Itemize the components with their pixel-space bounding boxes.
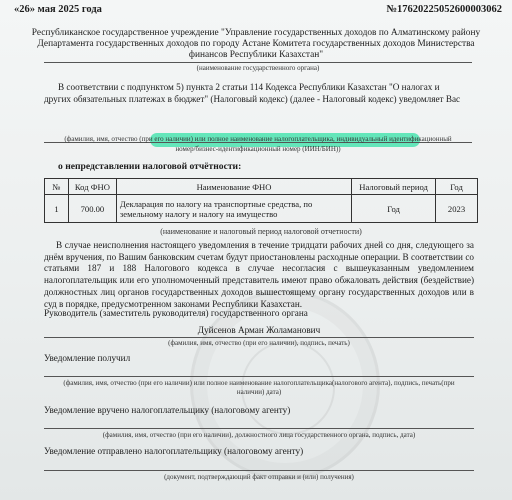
fno-table [44, 178, 478, 223]
cell-name: Декларация по налогу на транспортные средства, по земельному налогу и налогу на имущество [116, 195, 351, 223]
sent-underline [44, 470, 474, 471]
handed-caption: (фамилия, имя, отчество (при его наличии), должностного лица государственного органа, подпись, дата) [102, 431, 416, 439]
warning-paragraph: В случае неисполнения настоящего уведомления в течение тридцати рабочих дней со дня, следующего за днём вручения, по Вашим банковским счетам будут приостановлены расходные операции. В соответствии со статьями 187 и 188 Налогового кодекса в случае несогласия с вышеуказанным уведомлением налогоплательщик или его уполномоченный представитель имеют право обжаловать действия (бездействие) должностных лиц органов государственных доходов вышестоящему органу государственных доходов или в суд в порядке, предусмотренном законами Республики Казахстан. [44, 240, 474, 309]
table-header-row [45, 179, 478, 195]
intro-line-2: других обязательных платежах в бюджет" (Налоговый кодекс) (далее - Налоговый кодекс) уведомляет Вас [44, 94, 461, 104]
head-label: Руководитель (заместитель руководителя) государственного органа [44, 308, 308, 318]
taxpayer-caption-2: номер/бизнес-идентификационный номер (ИИН/БИН)) [175, 145, 341, 153]
notice-subject: о непредставлении налоговой отчётности: [58, 161, 242, 172]
cell-period: Год [352, 195, 436, 223]
received-underline [44, 376, 474, 377]
received-caption-1: (фамилия, имя, отчество (при его наличии) или полное наименование налогоплательщика(налогового агента), подпись, печать(при [63, 379, 455, 387]
column-header-number: № [45, 179, 69, 195]
cell-year: 2023 [436, 195, 478, 223]
column-header-year: Год [436, 179, 478, 195]
cell-code: 700.00 [68, 195, 116, 223]
sent-label: Уведомление отправлено налогоплательщику (налоговому агенту) [44, 446, 304, 456]
organization-underline [44, 62, 472, 63]
signatory-name: Дуйсенов Арман Жоламанович [197, 325, 321, 335]
organization-caption: (наименование государственного органа) [196, 64, 320, 72]
column-header-name: Наименование ФНО [116, 179, 351, 195]
sent-caption: (документ, подтверждающий факт отправки и (или) получения) [164, 473, 354, 481]
cell-number: 1 [45, 195, 69, 223]
received-label: Уведомление получил [44, 353, 131, 363]
signature-underline [44, 337, 474, 338]
handed-underline [44, 428, 474, 429]
column-header-code: Код ФНО [68, 179, 116, 195]
organization-name: Республиканское государственное учреждение "Управление государственных доходов по Алматинскому району Департамента государственных доходов по городу Астане Комитета государственных доходов Министерства финансов Республики Казахстан" [31, 28, 481, 60]
table-caption: (наименование и налоговый период налоговой отчетности) [160, 227, 362, 236]
intro-line-1: В соответствии с подпунктом 5) пункта 2 статьи 114 Кодекса Республики Казахстан "О налогах и [58, 82, 440, 92]
taxpayer-caption-1: (фамилия, имя, отчество (при его наличии) или полное наименование налогоплательщика, индивидуальный идентификационный [64, 135, 452, 143]
signature-caption: (фамилия, имя, отчество (при его наличии), подпись, печать) [168, 339, 350, 347]
document-date: «26» мая 2025 года [14, 4, 102, 15]
handed-label: Уведомление вручено налогоплательщику (налоговому агенту) [44, 405, 291, 415]
table-row [45, 195, 478, 223]
document-number: №17620225052600003062 [386, 4, 502, 15]
received-caption-2: наличии) дата) [236, 388, 282, 396]
column-header-period: Налоговый период [352, 179, 436, 195]
